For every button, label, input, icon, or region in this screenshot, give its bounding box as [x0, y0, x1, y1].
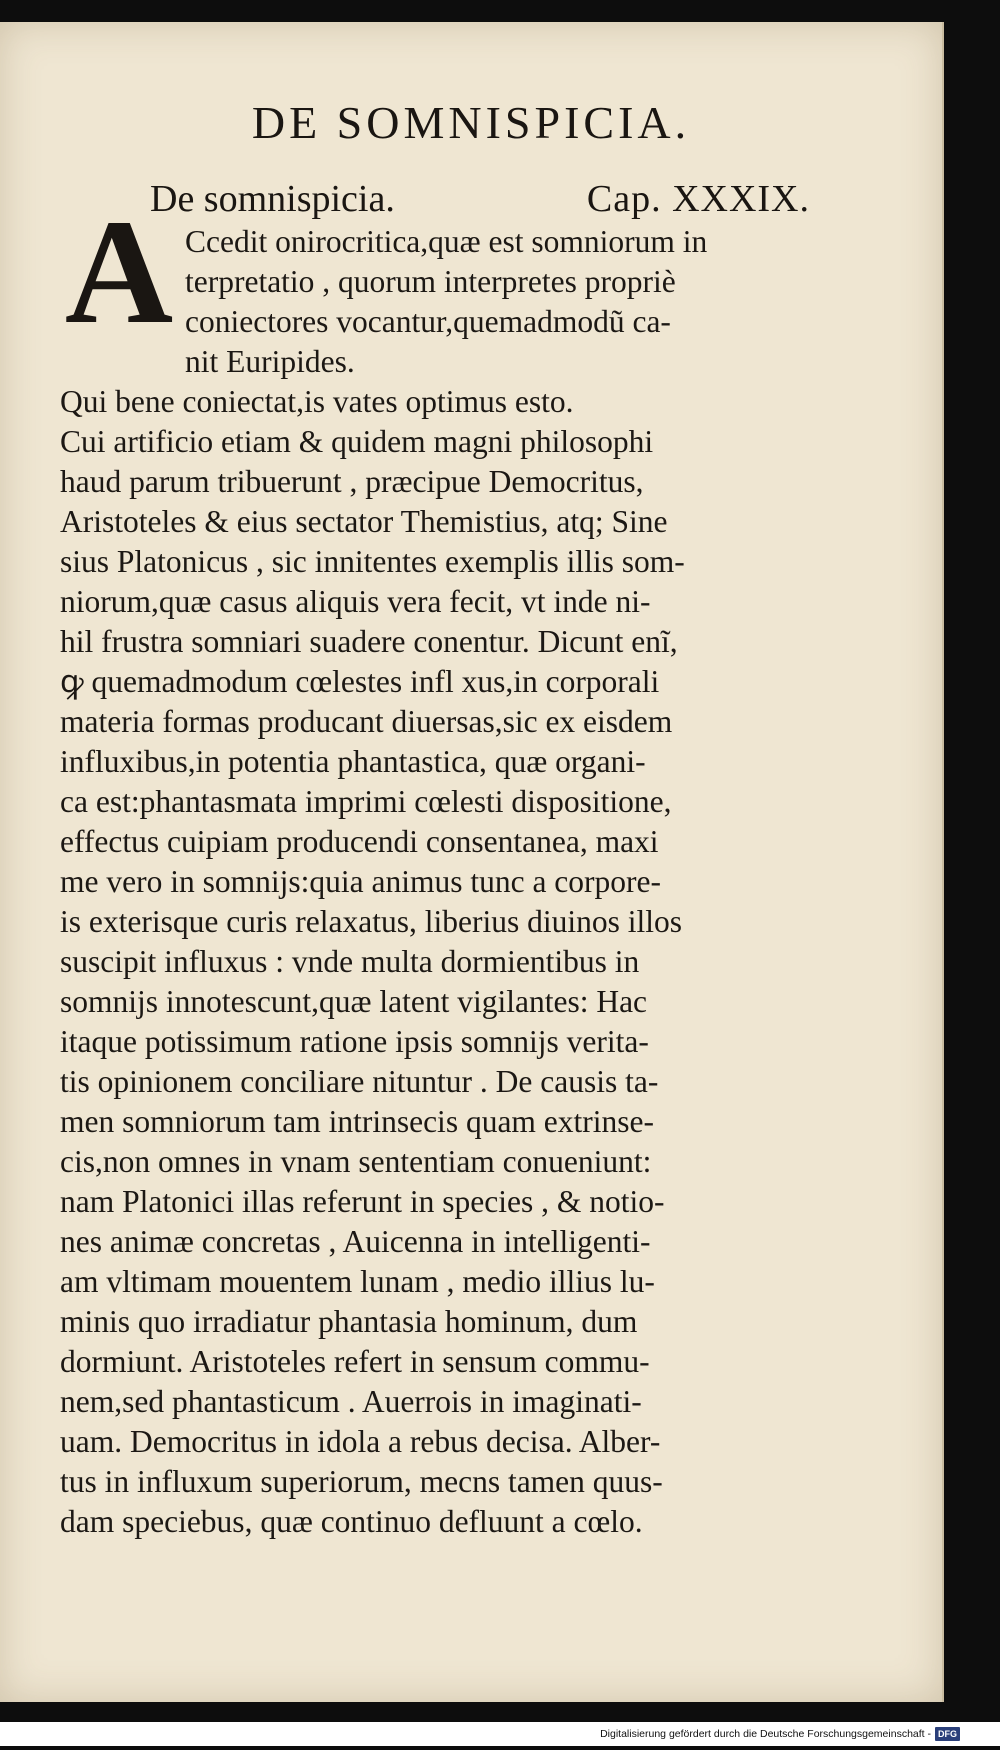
- text-line: cis,non omnes in vnam sententiam conueniunt:: [60, 1144, 652, 1179]
- text-line: effectus cuipiam producendi consentanea, maxi: [60, 824, 659, 859]
- text-line: somnijs innotescunt,quæ latent vigilantes: Hac: [60, 984, 648, 1019]
- funding-credit-text: Digitalisierung gefördert durch die Deutsche Forschungsgemeinschaft -: [600, 1728, 931, 1740]
- running-header: DE SOMNISPICIA.: [251, 97, 691, 148]
- text-line: am vltimam mouentem lunam , medio illius lu-: [60, 1264, 655, 1299]
- text-line: me vero in somnijs:quia animus tunc a corpore-: [60, 864, 661, 899]
- footer-strip: [0, 1722, 1000, 1746]
- text-line: uam. Democritus in idola a rebus decisa. Alber-: [60, 1424, 661, 1459]
- text-line: hil frustra somniari suadere conentur. Dicunt enĩ,: [60, 624, 678, 659]
- text-line: coniectores vocantur,quemadmodũ ca-: [185, 304, 671, 339]
- text-line: haud parum tribuerunt , præcipue Democritus,: [60, 464, 644, 499]
- text-line: is exterisque curis relaxatus, liberius diuinos illos: [60, 904, 683, 939]
- text-line: nit Euripides.: [185, 344, 355, 379]
- text-line: itaque potissimum ratione ipsis somnijs verita-: [60, 1024, 649, 1059]
- text-line: tus in influxum superiorum, mecns tamen quus-: [60, 1464, 663, 1499]
- text-line: men somniorum tam intrinsecis quam extrinse-: [60, 1104, 655, 1139]
- text-line: influxibus,in potentia phantastica, quæ organi-: [60, 744, 646, 779]
- body-text: [60, 222, 820, 1542]
- text-line: terpretatio , quorum interpretes propriè: [185, 264, 676, 299]
- text-line: dam speciebus, quæ continuo defluunt a cœlo.: [60, 1504, 643, 1539]
- chapter-number: Cap. XXXIX.: [586, 178, 810, 220]
- text-line: sius Platonicus , sic innitentes exemplis illis som-: [60, 544, 685, 579]
- chapter-title: De somnispicia.: [150, 178, 395, 220]
- chapter-heading: [150, 180, 810, 218]
- text-line: Qui bene coniectat,is vates optimus esto.: [60, 384, 574, 419]
- text-line: suscipit influxus : vnde multa dormientibus in: [60, 944, 640, 979]
- text-line: nem,sed phantasticum . Auerrois in imaginati-: [60, 1384, 642, 1419]
- text-line: minis quo irradiatur phantasia hominum, dum: [60, 1304, 638, 1339]
- text-line: dormiunt. Aristoteles refert in sensum commu-: [60, 1344, 650, 1379]
- text-line: nam Platonici illas referunt in species , & notio-: [60, 1184, 665, 1219]
- funding-credit: [600, 1722, 960, 1746]
- drop-cap: A: [64, 189, 174, 355]
- dfg-logo: DFG: [935, 1727, 960, 1741]
- text-line: niorum,quæ casus aliquis vera fecit, vt inde ni-: [60, 584, 651, 619]
- text-line: Cui artificio etiam & quidem magni philosophi: [60, 424, 654, 459]
- text-line: ca est:phantasmata imprimi cœlesti dispositione,: [60, 784, 672, 819]
- text-line: Aristoteles & eius sectator Themistius, atq; Sine: [60, 504, 668, 539]
- text-line: ꝙ quemadmodum cœlestes infl xus,in corporali: [60, 664, 660, 699]
- book-page: [0, 22, 944, 1702]
- text-line: materia formas producant diuersas,sic ex eisdem: [60, 704, 673, 739]
- text-line: tis opinionem conciliare nituntur . De causis ta-: [60, 1064, 659, 1099]
- text-line: nes animæ concretas , Auicenna in intelligenti-: [60, 1224, 651, 1259]
- text-line: Ccedit onirocritica,quæ est somniorum in: [185, 224, 708, 259]
